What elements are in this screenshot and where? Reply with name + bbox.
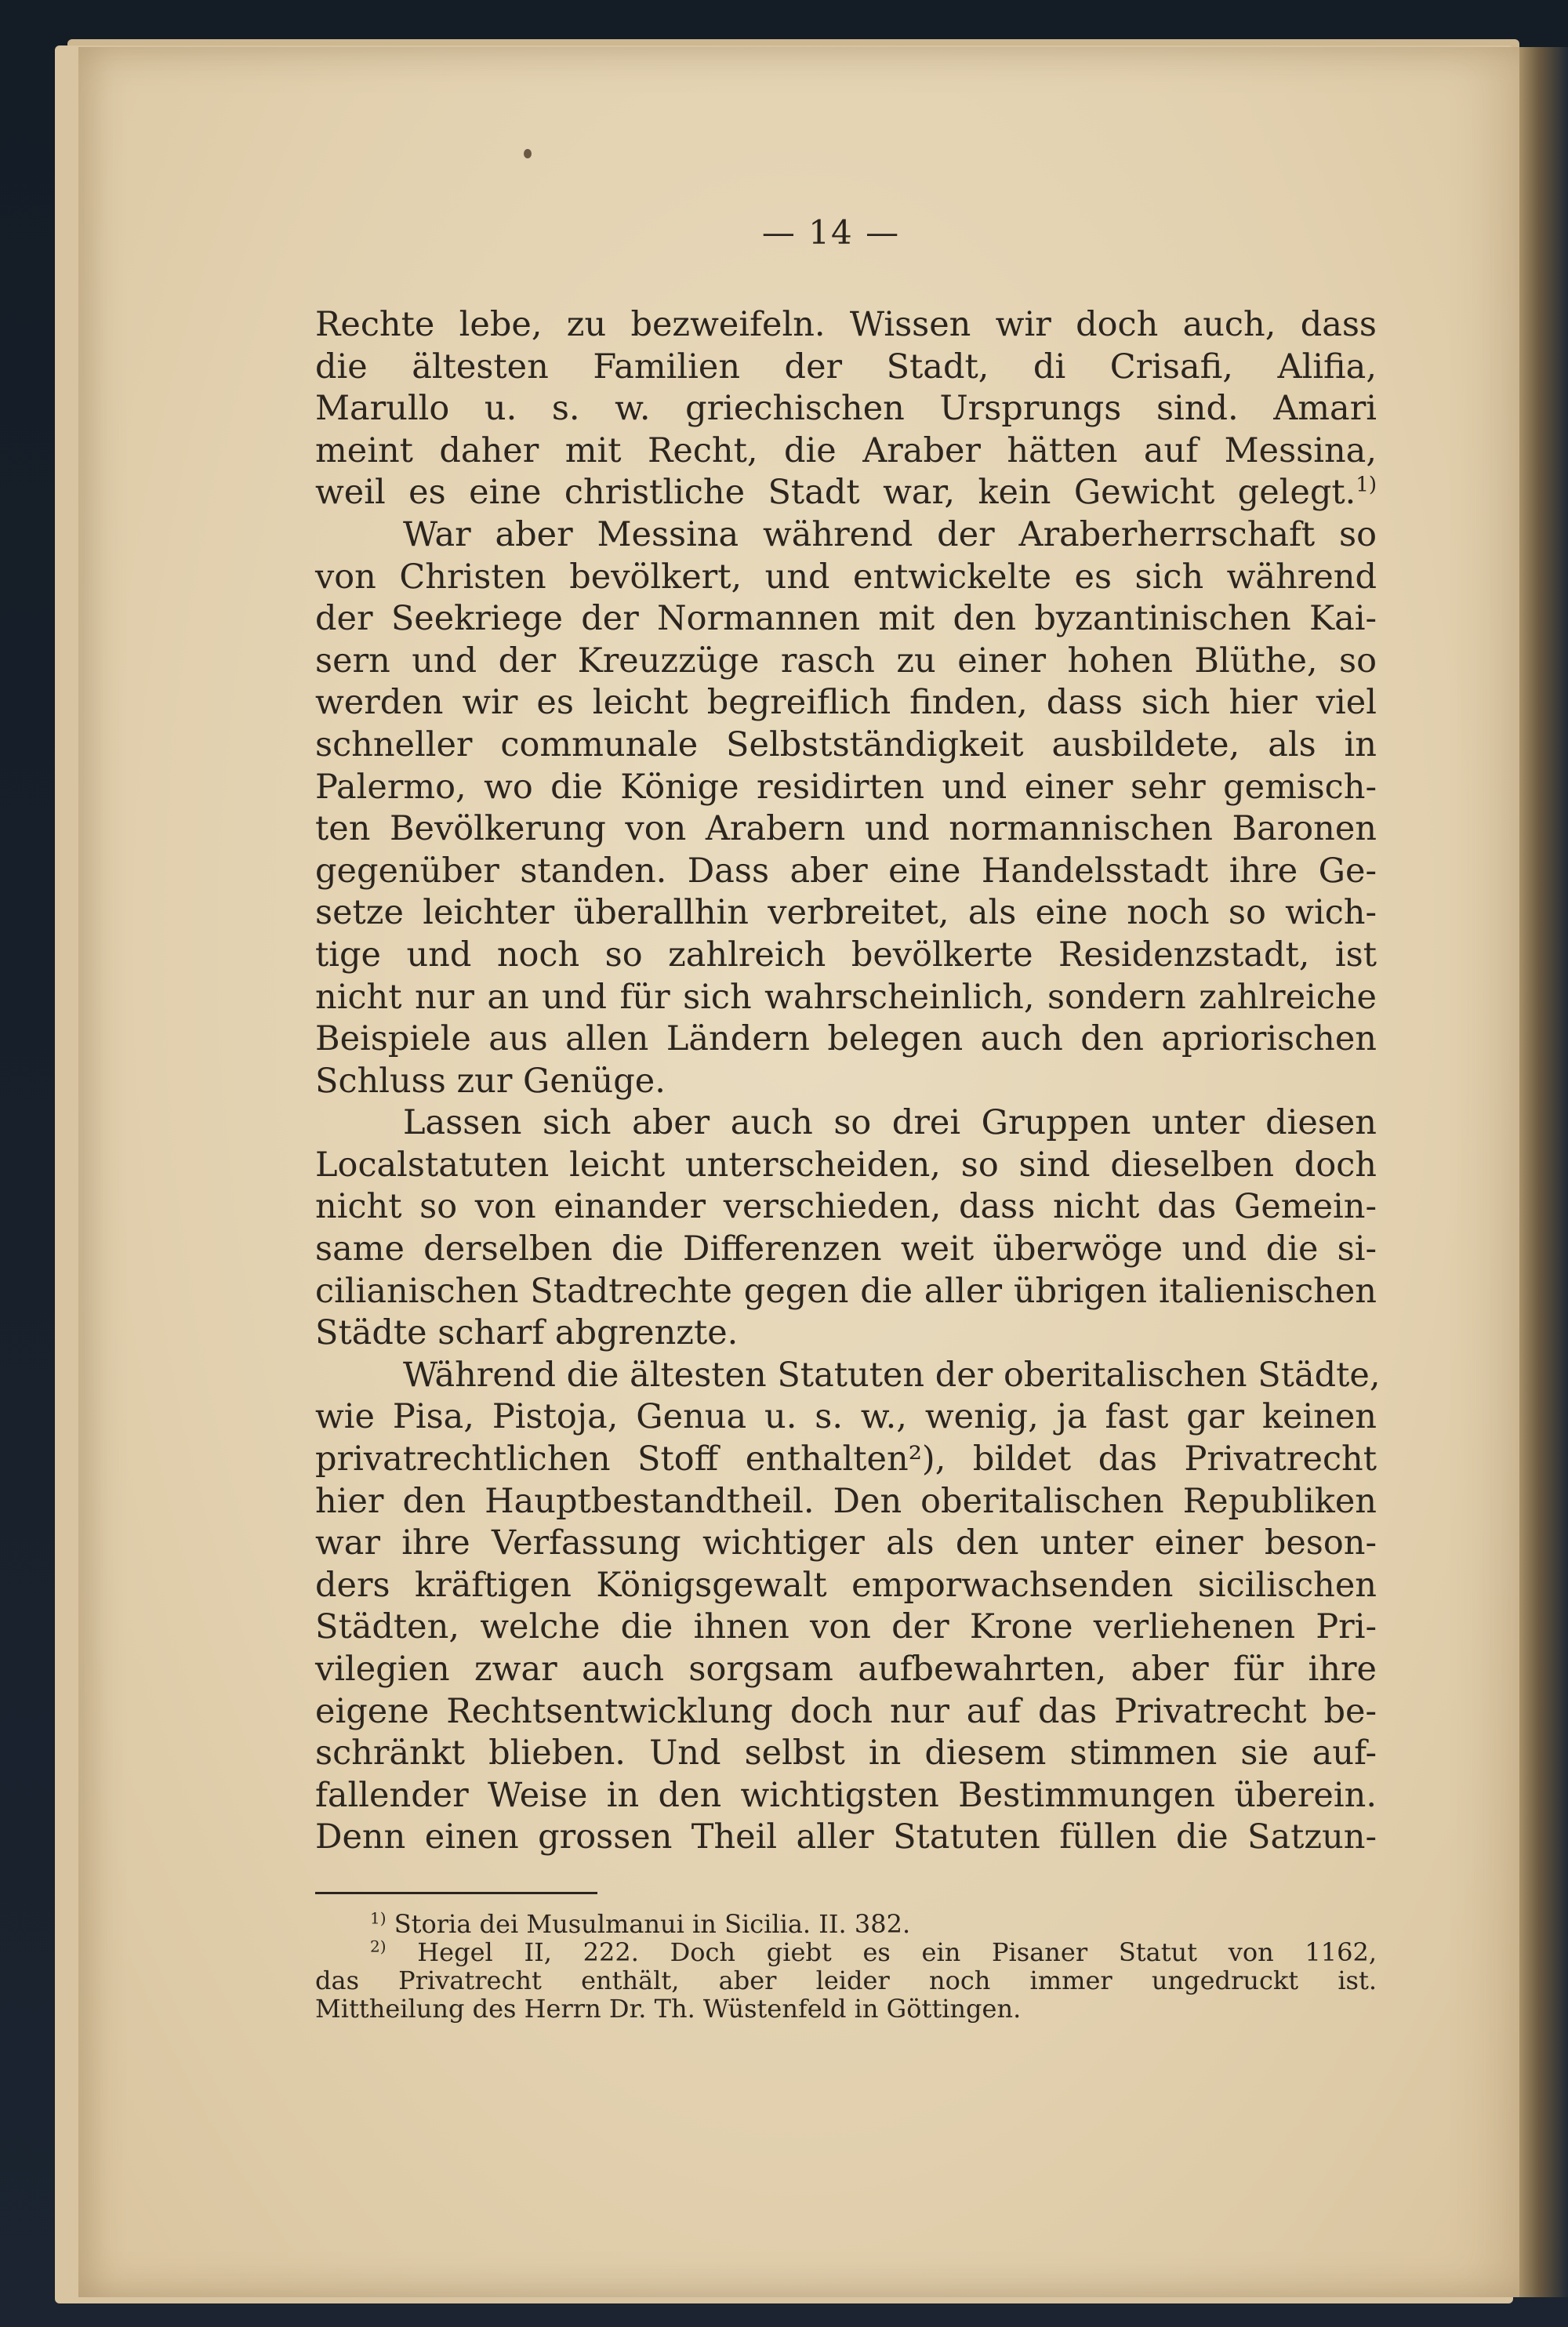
text-line-content: Schluss zur Genüge. [315,1061,666,1101]
text-line [315,1145,1377,1187]
text-line [315,1439,1377,1481]
text-line [315,1775,1377,1817]
text-line [315,767,1377,809]
text-line [315,977,1377,1019]
text-line-content: schränkt blieben. Und selbst in diesem stimmen sie auf- [315,1733,1377,1773]
footnote-line [315,1966,1377,1995]
text-line [315,1523,1377,1565]
text-line [315,1817,1377,1859]
text-line [315,892,1377,935]
footnote-reference: 1) [1356,474,1377,498]
text-line-content: sern und der Kreuzzüge rasch zu einer hohen Blüthe, so [315,641,1377,681]
text-line-content: war ihre Verfassung wichtiger als den unter einer beson- [315,1523,1377,1563]
text-line-content: Lassen sich aber auch so drei Gruppen unter diesen [403,1103,1377,1143]
text-line-content: Localstatuten leicht unterscheiden, so sind dieselben doch [315,1145,1377,1185]
footnote-line [315,1910,1377,1938]
text-line-content: werden wir es leicht begreiflich finden, dass sich hier viel [315,683,1377,723]
text-line-content: Marullo u. s. w. griechischen Ursprungs sind. Amari [315,389,1377,429]
text-line-content: cilianischen Stadtrechte gegen die aller übrigen italienischen [315,1271,1377,1311]
text-line-content: War aber Messina während der Araberherrschaft so [403,514,1377,554]
text-line [315,1186,1377,1229]
text-line-content: Beispiele aus allen Ländern belegen auch den apriorischen [315,1019,1377,1059]
ink-spot [524,149,532,158]
text-line-content: Denn einen grossen Theil aller Statuten füllen die Satzun- [315,1817,1377,1857]
text-line-content: Rechte lebe, zu bezweifeln. Wissen wir doch auch, dass [315,305,1377,344]
text-line [315,1606,1377,1649]
text-line-content: same derselben die Differenzen weit überwöge und die si- [315,1229,1377,1269]
footnote-text: das Privatrecht enthält, aber leider noch immer ungedruckt ist. [315,1966,1377,1995]
text-line [315,598,1377,641]
text-line [315,641,1377,683]
text-line [315,304,1377,347]
text-line-content: ders kräftigen Königsgewalt emporwachsenden sicilischen [315,1565,1377,1605]
text-line [315,1312,1377,1355]
text-line [315,1396,1377,1439]
text-line [315,1355,1381,1397]
text-line-content: hier den Hauptbestandtheil. Den oberitalischen Republiken [315,1481,1377,1521]
text-line [315,1481,1377,1523]
text-line-content: nicht nur an und für sich wahrscheinlich, sondern zahlreiche [315,977,1377,1017]
text-line [315,682,1377,724]
footnote-mark: 1) [370,1908,387,1928]
text-line-content: die ältesten Familien der Stadt, di Crisafi, Alifia, [315,347,1377,387]
text-line [315,430,1377,473]
footnote-text: Storia dei Musulmanui in Sicilia. II. 382. [394,1909,911,1939]
text-line [315,1649,1377,1691]
text-line-content: der Seekriege der Normannen mit den byzantinischen Kai- [315,599,1377,639]
book-gutter [1519,47,1568,2297]
text-line [315,388,1377,430]
text-line [315,1102,1377,1145]
text-line-content: schneller communale Selbstständigkeit ausbildete, als in [315,724,1377,764]
body-text [315,304,1381,1859]
text-line [315,1061,1377,1103]
footnote-mark: 2) [370,1937,387,1956]
text-line [315,1565,1377,1607]
text-line-content: privatrechtlichen Stoff enthalten²), bildet das Privatrecht [315,1439,1377,1479]
footnote-rule [315,1892,597,1894]
text-line [315,557,1377,599]
text-line-content: wie Pisa, Pistoja, Genua u. s. w., wenig, ja fast gar keinen [315,1397,1377,1437]
text-line [315,1691,1377,1733]
text-line [315,472,1377,514]
text-line [315,1733,1377,1775]
footnote-text: Hegel II, 222. Doch giebt es ein Pisaner Statut von 1162, [417,1937,1377,1967]
text-line-content: von Christen bevölkert, und entwickelte es sich während [315,557,1377,597]
text-line-content: setze leichter überallhin verbreitet, als eine noch so wich- [315,893,1377,933]
footnotes [315,1910,1377,2023]
text-line-content: fallender Weise in den wichtigsten Bestimmungen überein. [315,1775,1377,1815]
text-line-content: nicht so von einander verschieden, dass nicht das Gemein- [315,1187,1377,1227]
text-line-content: eigene Rechtsentwicklung doch nur auf das Privatrecht be- [315,1691,1377,1731]
text-line [315,1271,1377,1313]
text-line-content: gegenüber standen. Dass aber eine Handelsstadt ihre Ge- [315,851,1377,891]
text-line-content: weil es eine christliche Stadt war, kein Gewicht gelegt. [315,473,1356,513]
text-line [315,1229,1377,1271]
text-line [315,724,1377,767]
text-line-content: Städten, welche die ihnen von der Krone verliehenen Pri- [315,1607,1377,1647]
text-line [315,514,1377,557]
footnote-line [315,1938,1377,1966]
text-line [315,1018,1377,1061]
text-line [315,935,1377,977]
text-line-content: Während die ältesten Statuten der oberitalischen Städte, [403,1355,1381,1395]
text-line-content: tige und noch so zahlreich bevölkerte Residenzstadt, ist [315,935,1377,975]
text-line-content: Städte scharf abgrenzte. [315,1313,739,1353]
text-line-content: Palermo, wo die Könige residirten und einer sehr gemisch- [315,767,1377,807]
text-line-content: vilegien zwar auch sorgsam aufbewahrten, aber für ihre [315,1650,1377,1689]
text-line [315,347,1377,389]
footnote-line [315,1995,1377,2023]
text-line [315,808,1377,851]
text-line-content: ten Bevölkerung von Arabern und normannischen Baronen [315,809,1377,849]
footnote-text: Mittheilung des Herrn Dr. Th. Wüstenfeld in Göttingen. [315,1994,1022,2024]
text-line-content: meint daher mit Recht, die Araber hätten auf Messina, [315,430,1377,470]
page-number: — 14 — [761,213,901,252]
text-line [315,851,1377,893]
